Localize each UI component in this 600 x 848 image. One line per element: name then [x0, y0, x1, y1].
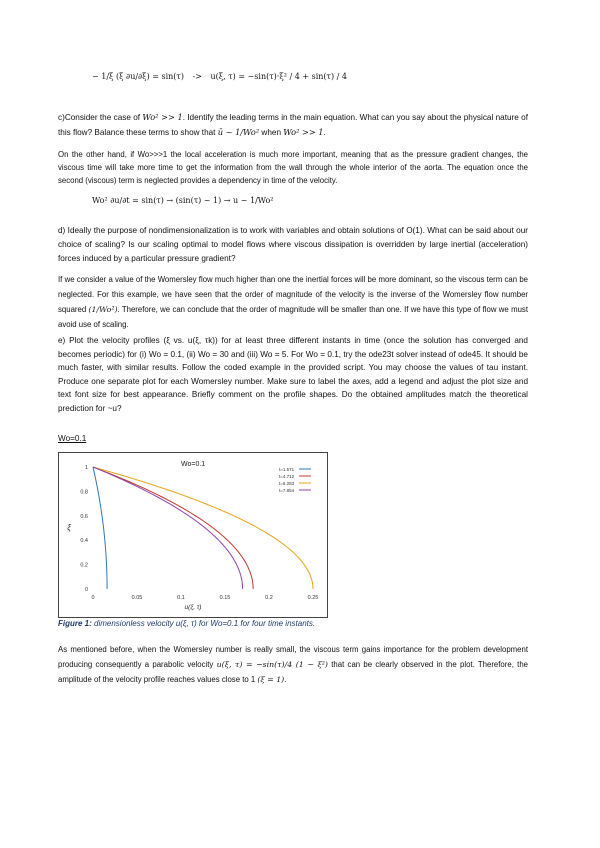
- velocity-profile-chart: [58, 452, 328, 618]
- y-tick-label: 1: [84, 465, 88, 471]
- y-tick-label: 0.2: [80, 562, 88, 569]
- equation-1-arrow: ->: [192, 72, 202, 81]
- section-c-question: [58, 110, 528, 140]
- equation-1-rhs: u(ξ, τ) = −sin(τ)·ξ² / 4 + sin(τ) / 4: [210, 72, 347, 81]
- section-c-end: .: [323, 128, 326, 137]
- section-c-answer: On the other hand, if Wo>>>1 the local acceleration is much more important, meaning that as the pressure gradient changes, the viscous time will take more time to get the information from the wall through the whole interior of the aorta. The equation once the second (viscous) term is neglected provides a dependency in time of the velocity.: [58, 150, 528, 185]
- parabolic-equation: u(ξ, τ) = −sin(τ)/4 (1 − ξ²): [216, 660, 328, 669]
- x-tick-label: 0: [91, 595, 95, 601]
- x-tick-label: 0.05: [131, 595, 143, 601]
- figure-caption-text: dimensionless velocity u(ξ, τ) for Wo=0.1 for four time instants.: [91, 619, 316, 628]
- section-d-answer-text-2: . Therefore, we can conclude that the order of magnitude will be smaller than one. If we have this type of flow we must avoid use of scaling.: [58, 305, 528, 329]
- section-d-answer: [58, 272, 528, 332]
- y-axis-label: ξ: [67, 523, 71, 532]
- ubar-relation: ū ~ 1/Wo²: [217, 127, 260, 137]
- x-tick-label: 0.15: [219, 595, 231, 601]
- series-line: [93, 467, 107, 589]
- section-d-answer-text: If we consider a value of the Womersley flow much higher than one the inertial forces will be more dominant, so the viscous term can be neglected. For this example, we have seen that the order of magnitude of the velocity is the inverse of the Womersley flow number squared: [58, 275, 528, 314]
- final-paragraph-end: .: [284, 675, 287, 684]
- series-line: [93, 467, 253, 589]
- final-paragraph-text-2: that can be clearly observed in the plot. Therefore, the amplitude of the velocity profile reaches values close to 1: [58, 660, 528, 684]
- x-tick-label: 0.25: [307, 595, 319, 601]
- chart-svg: [59, 453, 327, 617]
- chart-title: Wo=0.1: [181, 461, 206, 468]
- y-tick-label: 0.6: [80, 513, 88, 520]
- y-tick-label: 0.4: [80, 538, 88, 545]
- section-c-text: . Identify the leading terms in the main equation. What can you say about the physical nature of this flow? Balance these terms to show that: [58, 113, 528, 137]
- section-d-question: d) Ideally the purpose of nondimensionalization is to work with variables and obtain solutions of O(1). What can be said about our choice of scaling? Is our scaling optimal to model flows where viscous dissipation is overridden by large inertial (acceleration) forces induced by a particular pressure gradient?: [58, 226, 528, 263]
- final-paragraph-text: As mentioned before, when the Womersley number is really small, the viscous term gains importance for the problem development producing consequently a parabolic velocity: [58, 645, 528, 669]
- x-tick-label: 0.2: [265, 595, 273, 601]
- legend-label: t=6.283: [279, 481, 295, 486]
- inverse-wo-squared: (1/Wo²): [88, 305, 118, 314]
- y-tick-label: 0: [84, 587, 88, 593]
- xi-condition: (ξ = 1): [257, 675, 285, 684]
- legend-label: t=4.712: [279, 474, 295, 479]
- section-e-question: e) Plot the velocity profiles (ξ vs. u(ξ, τk)) for at least three different instants in time (once the solution has converged and becomes periodic) for (i) Wo = 0.1, (ii) Wo = 30 and (iii) Wo = 5. For Wo = 0.1, try the ode23t solver instead of ode45. It should be much faster, with similar results. Follow the coded example in the provided script. You may choose the values of tau instant. Produce one separate plot for each Womersley number. Make sure to label the axes, add a legend and adjust the plot size and text font size for best appearance. Briefly comment on the profile shapes. Do the obtained amplitudes match the theoretical prediction for ~u?: [58, 336, 528, 413]
- section-c-lead: c)Consider the case of: [58, 113, 141, 122]
- legend-label: t=1.571: [279, 467, 295, 472]
- y-tick-label: 0.8: [80, 489, 88, 496]
- equation-1-lhs: − 1/ξ (ξ ∂u/∂ξ) = sin(τ): [92, 72, 184, 81]
- x-tick-label: 0.1: [177, 595, 185, 601]
- wo-condition-2: Wo² >> 1: [283, 127, 324, 137]
- legend-label: t=7.854: [279, 488, 295, 493]
- figure-label: Figure 1:: [58, 619, 92, 628]
- series-line: [93, 467, 243, 589]
- final-paragraph: [58, 642, 528, 687]
- wo-condition: Wo² >> 1: [142, 112, 183, 122]
- figure-caption: [58, 619, 315, 628]
- x-axis-label: u(ξ, τ): [184, 604, 202, 611]
- equation-2: Wo² ∂u/∂t = sin(τ) → (sin(τ) ~ 1) → u ~ 1/Wo²: [92, 196, 274, 205]
- when-word: when: [261, 128, 281, 137]
- subheading-wo: Wo=0.1: [58, 434, 87, 443]
- equation-1: [92, 72, 347, 81]
